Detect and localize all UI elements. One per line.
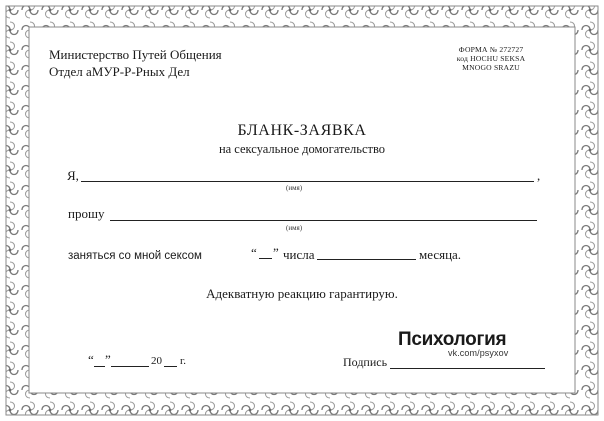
- brand-logo-text: Психология: [398, 329, 507, 350]
- day-open-quote: “: [251, 245, 257, 260]
- form-code: код HOCHU SEKSA: [456, 54, 526, 63]
- date-open-quote: “: [88, 352, 94, 367]
- day-label: числа: [283, 247, 315, 262]
- row1-label: Я,: [67, 168, 79, 183]
- row3-text: заняться со мной сексом: [68, 250, 202, 262]
- row1-hint: (имя): [286, 184, 303, 192]
- brand-url: vk.com/psyxov: [448, 348, 509, 358]
- signature-line[interactable]: [390, 368, 545, 369]
- form-code-extra: MNOGO SRAZU: [462, 63, 520, 72]
- signature-label: Подпись: [343, 355, 388, 369]
- day-field-line[interactable]: [259, 258, 272, 259]
- date-suffix: г.: [180, 355, 187, 367]
- date-year-line[interactable]: [164, 366, 177, 367]
- brand-watermark: [398, 329, 508, 358]
- org-department: Отдел аМУР-Р-Рных Дел: [49, 64, 190, 79]
- target-name-field-line[interactable]: [110, 220, 537, 221]
- form-sheet: [30, 28, 574, 392]
- org-name: Министерство Путей Общения: [49, 47, 222, 62]
- day-close-quote: ”: [273, 245, 279, 260]
- month-field-line[interactable]: [317, 259, 416, 260]
- date-month-line[interactable]: [111, 366, 149, 367]
- date-century: 20: [151, 355, 162, 367]
- month-label: месяца.: [419, 247, 462, 262]
- name-field-line[interactable]: [81, 181, 534, 182]
- form-number: ФОРМА № 272727: [458, 45, 524, 54]
- row1-comma: ,: [537, 168, 541, 183]
- form-title: БЛАНК-ЗАЯВКА: [237, 122, 367, 139]
- row2-hint: (имя): [286, 224, 303, 232]
- date-day-line[interactable]: [94, 366, 105, 367]
- form-subtitle: на сексуальное домогательство: [218, 142, 386, 156]
- guarantee-text: Адекватную реакцию гарантирую.: [206, 286, 398, 301]
- row2-label: прошу: [68, 206, 105, 221]
- form-code-block: [426, 45, 556, 72]
- date-close-quote: ”: [105, 352, 111, 367]
